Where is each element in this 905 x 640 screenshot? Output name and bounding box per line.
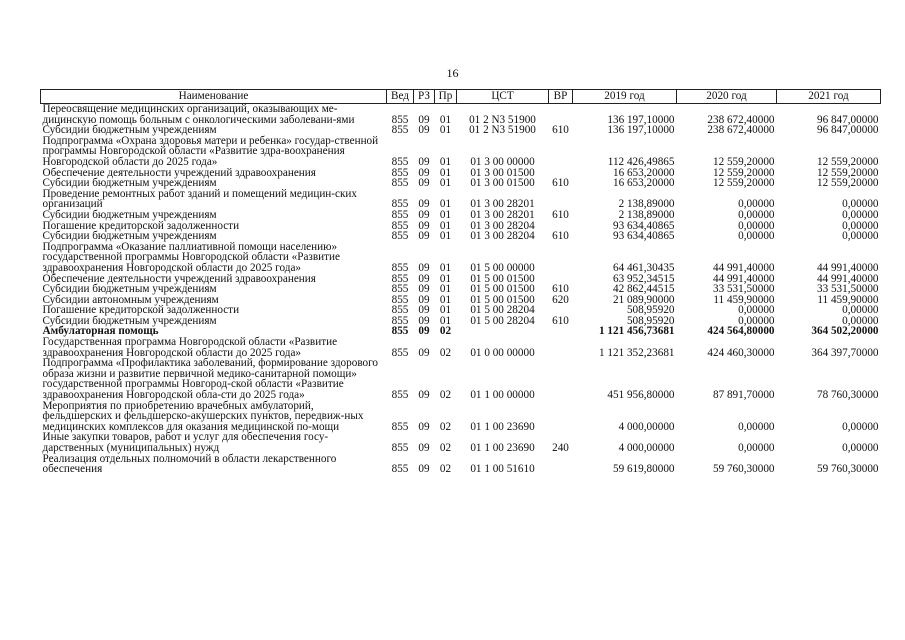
cell-vr — [549, 358, 573, 400]
cell-cst: 01 1 00 00000 — [470, 389, 535, 402]
cell-2019: 42 862,44515 — [612, 283, 675, 296]
cell-ved: 855 — [391, 230, 409, 243]
cell-2019: 16 653,20000 — [612, 177, 675, 190]
cell-vr — [549, 104, 573, 126]
cell-2021: 0,00000 — [842, 208, 879, 221]
cell-rz: 09 — [418, 346, 430, 359]
cell-name: Погашение кредиторской задолженности — [42, 304, 240, 317]
cell-cst: 01 1 00 23690 — [470, 442, 535, 454]
column-header-2019: 2019 год — [573, 90, 677, 104]
cell-ved: 855 — [391, 272, 409, 285]
cell-name: Субсидии автономным учреждениям — [42, 293, 219, 306]
cell-2019: 93 634,40865 — [612, 219, 675, 232]
cell-name: Государственная программа Новгородской области «Развитие здравоохранения Новгородской области до 2025 года» — [42, 336, 338, 359]
table-row — [41, 401, 881, 433]
cell-2020: 0,00000 — [738, 420, 775, 433]
cell-2019: 508,95920 — [626, 304, 675, 317]
cell-name: Субсидии бюджетным учреждениям — [42, 314, 217, 327]
cell-2019: 2 138,89000 — [618, 198, 675, 211]
cell-pr: 02 — [439, 442, 452, 454]
cell-2020: 424 564,80000 — [707, 325, 775, 338]
cell-cst — [457, 326, 549, 337]
column-header-2020: 2020 год — [677, 90, 777, 104]
column-header-cst: ЦСТ — [457, 90, 549, 104]
cell-name: Субсидии бюджетным учреждениям — [42, 177, 217, 190]
cell-2021: 33 531,50000 — [816, 283, 879, 296]
cell-ved: 855 — [391, 124, 409, 137]
cell-cst: 01 5 00 00000 — [470, 261, 535, 274]
cell-vr: 610 — [552, 283, 569, 296]
cell-pr: 02 — [439, 389, 452, 402]
table-row — [41, 136, 881, 168]
table-row — [41, 432, 881, 453]
cell-rz: 09 — [418, 198, 430, 211]
column-header-2021: 2021 год — [777, 90, 881, 104]
cell-ved: 855 — [391, 293, 409, 306]
cell-2021: 96 847,00000 — [816, 113, 879, 126]
cell-name: Переосвящение медицинских организаций, оказывающих ме-дицинскую помощь больным с онкологическими заболевани-ями — [42, 103, 355, 126]
cell-vr — [549, 136, 573, 168]
cell-ved: 855 — [391, 325, 409, 338]
cell-ved: 855 — [391, 198, 409, 211]
cell-ved: 855 — [391, 155, 409, 168]
table-row — [41, 454, 881, 475]
cell-2019: 112 426,49865 — [607, 155, 675, 168]
budget-table — [40, 89, 881, 475]
cell-2021: 0,00000 — [842, 219, 879, 232]
cell-pr: 01 — [439, 124, 452, 137]
table-body — [41, 104, 881, 475]
cell-2020: 44 991,40000 — [712, 272, 775, 285]
cell-pr: 01 — [439, 155, 452, 168]
cell-name: Проведение ремонтных работ зданий и помещений медицин-ских организаций — [42, 187, 357, 211]
cell-cst: 01 1 00 51610 — [470, 463, 535, 476]
cell-rz: 09 — [418, 219, 430, 232]
cell-pr: 01 — [439, 113, 452, 126]
cell-2020: 11 459,90000 — [713, 293, 775, 306]
cell-cst: 01 3 00 01500 — [470, 166, 535, 179]
cell-vr — [549, 326, 573, 337]
cell-2020: 238 672,40000 — [707, 113, 775, 126]
column-header-vr: ВР — [549, 90, 573, 104]
cell-2020: 59 760,30000 — [712, 463, 775, 476]
cell-2021: 78 760,30000 — [816, 389, 879, 402]
cell-2019: 2 138,89000 — [618, 208, 675, 221]
cell-pr: 01 — [439, 198, 452, 211]
cell-rz: 09 — [418, 155, 430, 168]
cell-2019: 1 121 352,23681 — [598, 346, 675, 359]
cell-name: Погашение кредиторской задолженности — [42, 219, 240, 232]
cell-cst: 01 3 00 28201 — [470, 208, 535, 221]
table-row — [41, 242, 881, 274]
cell-pr: 02 — [439, 420, 452, 433]
table-row — [41, 104, 881, 126]
table-row — [41, 337, 881, 358]
cell-ved: 855 — [391, 113, 409, 126]
table-header-row — [41, 90, 881, 104]
cell-vr — [549, 242, 573, 274]
cell-vr: 240 — [552, 442, 569, 454]
cell-2019: 451 956,80000 — [607, 389, 675, 402]
cell-rz: 09 — [418, 304, 430, 317]
cell-pr: 01 — [439, 166, 452, 179]
cell-cst: 01 0 00 00000 — [470, 346, 535, 359]
cell-2019: 16 653,20000 — [612, 166, 675, 179]
cell-ved: 855 — [391, 389, 409, 402]
cell-pr: 01 — [439, 293, 452, 306]
cell-rz: 09 — [418, 124, 430, 137]
cell-rz: 09 — [418, 230, 430, 243]
cell-rz: 09 — [418, 283, 430, 296]
cell-2021: 12 559,20000 — [816, 177, 879, 190]
cell-2021: 44 991,40000 — [816, 261, 879, 274]
cell-name: Обеспечение деятельности учреждений здравоохранения — [42, 272, 316, 285]
cell-pr: 01 — [439, 314, 452, 327]
cell-pr: 01 — [439, 272, 452, 285]
cell-rz: 09 — [418, 272, 430, 285]
cell-pr: 01 — [439, 304, 452, 317]
cell-name: Субсидии бюджетным учреждениям — [42, 230, 217, 243]
cell-2020: 0,00000 — [738, 219, 775, 232]
cell-2020: 0,00000 — [738, 208, 775, 221]
cell-2021: 12 559,20000 — [816, 166, 879, 179]
cell-name: Реализация отдельных полномочий в области лекарственного обеспечения — [42, 452, 337, 476]
cell-2021: 0,00000 — [842, 420, 879, 433]
cell-2020: 87 891,70000 — [712, 389, 775, 402]
column-header-name: Наименование — [41, 90, 387, 104]
cell-2019: 21 089,90000 — [612, 293, 675, 306]
cell-ved: 855 — [391, 261, 409, 274]
cell-rz: 09 — [418, 113, 430, 126]
cell-name: Подпрограмма «Оказание паллиативной помощи населению» государственной программы Новгородской области «Развитие здравоохранения Новгородской области до 2025 года» — [42, 240, 340, 274]
cell-cst: 01 3 00 28204 — [470, 219, 535, 232]
cell-name: Амбулаторная помощь — [42, 325, 159, 338]
cell-cst: 01 1 00 23690 — [470, 420, 535, 433]
cell-pr: 02 — [439, 346, 452, 359]
cell-ved: 855 — [391, 346, 409, 359]
cell-cst: 01 3 00 00000 — [470, 155, 535, 168]
cell-rz: 09 — [418, 463, 430, 476]
table-row — [41, 189, 881, 210]
cell-rz: 09 — [418, 177, 430, 190]
cell-2021: 96 847,00000 — [816, 124, 879, 137]
cell-ved: 855 — [391, 166, 409, 179]
cell-cst: 01 5 00 01500 — [470, 272, 535, 285]
cell-vr: 620 — [552, 293, 569, 306]
cell-cst: 01 3 00 28201 — [470, 198, 535, 211]
page-number: 16 — [446, 66, 459, 80]
cell-cst: 01 3 00 01500 — [470, 177, 535, 190]
cell-name: Обеспечение деятельности учреждений здравоохранения — [42, 166, 316, 179]
cell-name: Мероприятия по приобретению врачебных амбулаторий, фельдшерских и фельдшерско-акушерских пунктов, передвиж-ных медицинских комплексов для оказания медицинской по-мощи — [42, 399, 364, 433]
cell-pr: 02 — [439, 325, 452, 338]
cell-2020: 238 672,40000 — [707, 124, 775, 137]
cell-2021: 12 559,20000 — [816, 155, 879, 168]
cell-2019: 1 121 456,73681 — [598, 325, 675, 338]
cell-cst: 01 5 00 28204 — [470, 304, 535, 317]
cell-2021: 0,00000 — [842, 230, 879, 243]
cell-rz: 09 — [418, 325, 430, 338]
cell-rz: 09 — [418, 314, 430, 327]
cell-vr — [549, 454, 573, 475]
column-header-rz: РЗ — [414, 90, 435, 104]
cell-vr — [549, 189, 573, 210]
cell-2021: 44 991,40000 — [816, 272, 879, 285]
cell-2020: 33 531,50000 — [712, 283, 775, 296]
cell-name: Подпрограмма «Профилактика заболеваний, формирование здорового образа жизни и развитие первичной медико-санитарной помощи» государственной программы Новгород-ской области «Развитие здравоохранения Новгородской обла-сти до 2025 года» — [42, 357, 379, 402]
cell-2020: 0,00000 — [738, 442, 775, 454]
cell-name: Субсидии бюджетным учреждениям — [42, 124, 217, 137]
cell-2019: 63 952,34515 — [612, 272, 675, 285]
cell-ved: 855 — [391, 420, 409, 433]
cell-2021: 59 760,30000 — [816, 463, 879, 476]
cell-name: Субсидии бюджетным учреждениям — [42, 283, 217, 296]
cell-rz: 09 — [418, 420, 430, 433]
cell-vr — [549, 337, 573, 358]
cell-2019: 59 619,80000 — [612, 463, 675, 476]
cell-ved: 855 — [391, 177, 409, 190]
cell-cst: 01 2 N3 51900 — [469, 124, 536, 137]
cell-name: Иные закупки товаров, работ и услуг для обеспечения госу-дарственных (муниципальных) нужд — [42, 431, 329, 454]
cell-vr: 610 — [552, 177, 569, 190]
cell-2019: 4 000,00000 — [618, 420, 675, 433]
cell-vr: 610 — [552, 314, 569, 327]
cell-2019: 93 634,40865 — [612, 230, 675, 243]
cell-2020: 424 460,30000 — [707, 346, 775, 359]
cell-name: Субсидии бюджетным учреждениям — [42, 208, 217, 221]
cell-2021: 0,00000 — [842, 442, 879, 454]
cell-cst: 01 5 00 01500 — [470, 293, 535, 306]
cell-ved: 855 — [391, 314, 409, 327]
cell-rz: 09 — [418, 293, 430, 306]
cell-vr: 610 — [552, 124, 569, 137]
cell-2020: 0,00000 — [738, 314, 775, 327]
cell-pr: 01 — [439, 230, 452, 243]
cell-rz: 09 — [418, 208, 430, 221]
cell-2021: 364 397,70000 — [811, 346, 879, 359]
column-header-pr: Пр — [435, 90, 457, 104]
cell-2020: 0,00000 — [738, 198, 775, 211]
column-header-ved: Вед — [387, 90, 414, 104]
cell-ved: 855 — [391, 442, 409, 454]
cell-2020: 12 559,20000 — [712, 155, 775, 168]
cell-2019: 136 197,10000 — [607, 124, 675, 137]
cell-rz: 09 — [418, 166, 430, 179]
cell-cst: 01 3 00 28204 — [470, 230, 535, 243]
cell-pr: 01 — [439, 219, 452, 232]
cell-name: Подпрограмма «Охрана здоровья матери и ребенка» государ-ственной программы Новгородской области «Развитие здра-воохранения Новгородской области до 2025 года» — [42, 134, 379, 168]
cell-pr: 01 — [439, 283, 452, 296]
cell-ved: 855 — [391, 463, 409, 476]
cell-cst: 01 5 00 01500 — [470, 283, 535, 296]
table-row — [41, 358, 881, 400]
cell-vr: 610 — [552, 208, 569, 221]
cell-2020: 0,00000 — [738, 230, 775, 243]
cell-2021: 0,00000 — [842, 304, 879, 317]
cell-2021: 0,00000 — [842, 314, 879, 327]
cell-pr: 01 — [439, 208, 452, 221]
cell-ved: 855 — [391, 283, 409, 296]
cell-2020: 12 559,20000 — [712, 166, 775, 179]
cell-vr: 610 — [552, 230, 569, 243]
table-row — [41, 210, 881, 221]
cell-pr: 01 — [439, 177, 452, 190]
cell-2021: 0,00000 — [842, 198, 879, 211]
cell-pr: 01 — [439, 261, 452, 274]
cell-vr — [549, 401, 573, 433]
cell-2020: 0,00000 — [738, 304, 775, 317]
cell-2021: 11 459,90000 — [817, 293, 879, 306]
cell-rz: 09 — [418, 389, 430, 402]
cell-2019: 508,95920 — [626, 314, 675, 327]
cell-2019: 64 461,30435 — [612, 261, 675, 274]
cell-ved: 855 — [391, 219, 409, 232]
cell-rz: 09 — [418, 442, 430, 454]
cell-cst: 01 5 00 28204 — [470, 314, 535, 327]
cell-rz: 09 — [418, 261, 430, 274]
cell-pr: 02 — [439, 463, 452, 476]
cell-cst: 01 2 N3 51900 — [469, 113, 536, 126]
cell-2020: 12 559,20000 — [712, 177, 775, 190]
cell-ved: 855 — [391, 208, 409, 221]
cell-2020: 44 991,40000 — [712, 261, 775, 274]
cell-2019: 4 000,00000 — [618, 442, 675, 454]
cell-ved: 855 — [391, 304, 409, 317]
cell-2019: 136 197,10000 — [607, 113, 675, 126]
cell-2021: 364 502,20000 — [811, 325, 879, 338]
